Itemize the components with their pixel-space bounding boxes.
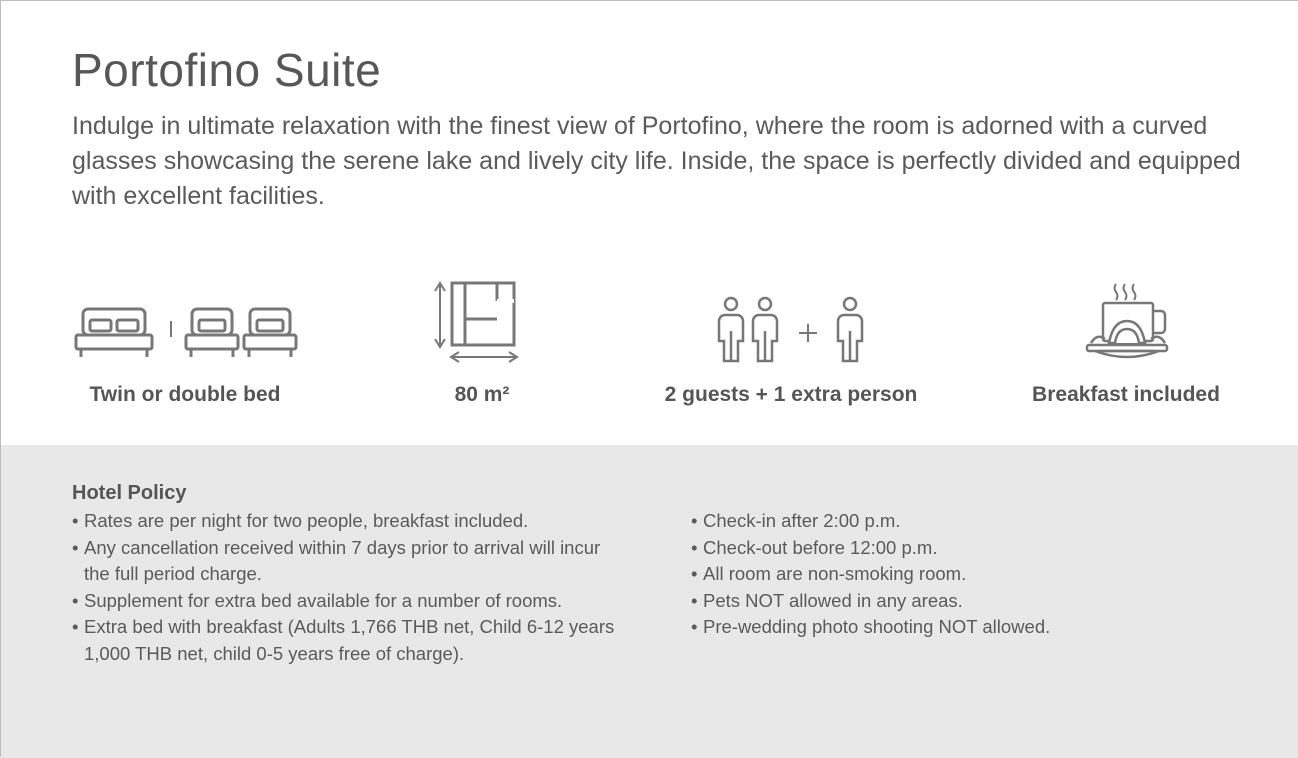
room-overview — [1, 1, 1298, 445]
feature-size-label: 80 m² — [454, 383, 510, 406]
policy-item: • Pets NOT allowed in any areas. — [691, 588, 1191, 615]
policy-item: • Extra bed with breakfast (Adults 1,766 THB net, Child 6-12 years 1,000 THB net, child 0-5 years free of charge). — [72, 614, 639, 667]
guests-icon — [711, 295, 871, 365]
feature-bed-label: Twin or double bed — [89, 383, 281, 406]
floor-plan-icon — [431, 279, 523, 367]
feature-size — [431, 279, 523, 367]
hotel-policy-section — [1, 445, 1298, 758]
policy-title: Hotel Policy — [72, 482, 187, 504]
policy-item: • Check-in after 2:00 p.m. — [691, 508, 1191, 535]
breakfast-icon — [1085, 281, 1171, 365]
policy-item: • Supplement for extra bed available for a number of rooms. — [72, 588, 647, 615]
bed-icon — [73, 301, 299, 363]
policy-item: • Pre-wedding photo shooting NOT allowed. — [691, 614, 1191, 641]
policy-list-left — [72, 508, 647, 667]
room-description: Indulge in ultimate relaxation with the finest view of Portofino, where the room is adorned with a curved glasses showcasing the serene lake and lively city life. Inside, the space is perfectly divided and equipped with excellent facilities. — [72, 112, 1241, 210]
feature-guests — [711, 295, 871, 365]
feature-guests-label: 2 guests + 1 extra person — [664, 383, 918, 406]
feature-bed — [73, 301, 299, 363]
feature-breakfast — [1085, 281, 1171, 365]
feature-breakfast-label: Breakfast included — [1032, 383, 1220, 406]
policy-item: • Any cancellation received within 7 days prior to arrival will incur the full period charge. — [72, 535, 604, 588]
policy-item: • Check-out before 12:00 p.m. — [691, 535, 1191, 562]
policy-item: • All room are non-smoking room. — [691, 561, 1191, 588]
policy-list-right — [691, 508, 1191, 641]
policy-item: • Rates are per night for two people, breakfast included. — [72, 508, 647, 535]
room-title: Portofino Suite — [72, 44, 382, 96]
